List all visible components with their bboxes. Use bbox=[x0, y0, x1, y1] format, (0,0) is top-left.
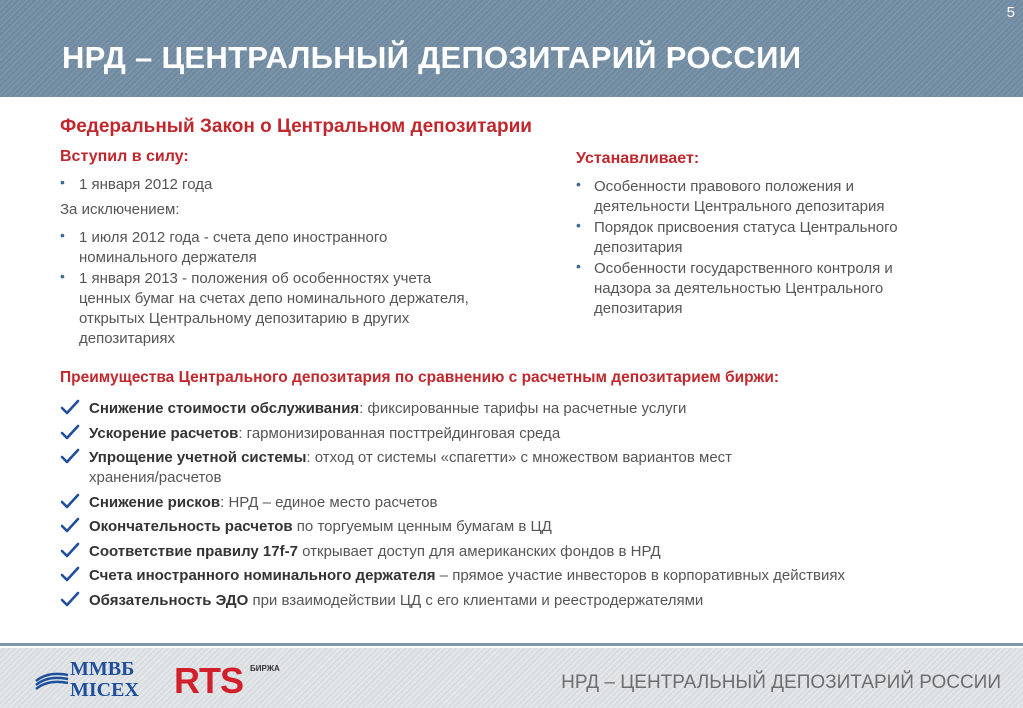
establishes-line: депозитария bbox=[594, 239, 683, 256]
establishes-line: деятельности Центрального депозитария bbox=[594, 198, 885, 215]
footer bbox=[0, 648, 1023, 708]
checkmark-icon bbox=[60, 566, 80, 584]
bullet-icon: • bbox=[60, 227, 65, 243]
advantage-item bbox=[60, 399, 1000, 419]
checkmark-icon bbox=[60, 448, 80, 466]
advantage-item bbox=[60, 517, 1000, 537]
advantage-text: при взаимодействии ЦД с его клиентами и реестродержателями bbox=[248, 591, 704, 609]
checkmark-icon bbox=[60, 591, 80, 609]
advantage-item bbox=[60, 591, 1000, 611]
establishes-heading: Устанавливает: bbox=[576, 150, 700, 167]
establishes-item bbox=[594, 259, 893, 319]
advantage-bold: Счета иностранного номинального держателя bbox=[89, 567, 436, 584]
rts-wordmark: RTS bbox=[174, 660, 243, 701]
micex-wordmark bbox=[70, 659, 139, 701]
advantage-bold: Соответствие правилу 17f-7 bbox=[89, 542, 298, 560]
advantage-text: : отход от системы «спагетти» с множеством вариантов мест bbox=[306, 449, 733, 466]
establishes-line: депозитария bbox=[594, 300, 683, 317]
advantage-text: по торгуемым ценным бумагам в ЦД bbox=[292, 518, 552, 535]
advantage-bold: Окончательность расчетов bbox=[89, 518, 293, 535]
header-banner bbox=[0, 0, 1023, 97]
page-number: 5 bbox=[1006, 4, 1015, 21]
advantage-continuation: хранения/расчетов bbox=[89, 469, 222, 486]
rts-logo bbox=[174, 660, 280, 701]
advantage-bold: Ускорение расчетов bbox=[89, 424, 239, 442]
checkmark-icon bbox=[60, 399, 80, 417]
advantage-bold: Снижение стоимости обслуживания bbox=[89, 400, 360, 417]
micex-line: MICEX bbox=[70, 679, 139, 701]
exception-label: За исключением: bbox=[60, 201, 180, 218]
checkmark-icon bbox=[60, 542, 80, 560]
advantage-text: : гармонизированная посттрейдинговая среда bbox=[238, 424, 561, 442]
footer-divider bbox=[0, 643, 1023, 646]
bullet-icon: • bbox=[576, 258, 581, 274]
establishes-line: надзора за деятельностью Центрального bbox=[594, 280, 884, 297]
footer-title: НРД – ЦЕНТРАЛЬНЫЙ ДЕПОЗИТАРИЙ РОССИИ bbox=[561, 672, 1001, 693]
advantages-title: Преимущества Центрального депозитария по сравнению с расчетным депозитарием биржи: bbox=[60, 369, 780, 386]
advantage-bold: Снижение рисков bbox=[89, 493, 221, 511]
checkmark-icon bbox=[60, 424, 80, 442]
advantage-item bbox=[60, 448, 1000, 488]
checkmark-icon bbox=[60, 493, 80, 511]
establishes-line: Особенности правового положения и bbox=[594, 178, 854, 195]
micex-swoosh-icon bbox=[34, 659, 70, 701]
establishes-line: Особенности государственного контроля и bbox=[594, 260, 893, 277]
advantage-item bbox=[60, 566, 1000, 586]
establishes-item bbox=[594, 218, 898, 258]
advantage-text: : НРД – единое место расчетов bbox=[220, 493, 438, 511]
law-title: Федеральный Закон о Центральном депозитарии bbox=[60, 116, 532, 137]
bullet-icon: • bbox=[60, 268, 65, 284]
establishes-line: Порядок присвоения статуса Центрального bbox=[594, 219, 898, 236]
advantage-item bbox=[60, 493, 1000, 513]
effective-heading: Вступил в силу: bbox=[60, 148, 189, 165]
exception-line: номинального держателя bbox=[79, 249, 257, 266]
advantage-text: : фиксированные тарифы на расчетные услуги bbox=[359, 400, 687, 417]
checkmark-icon bbox=[60, 517, 80, 535]
advantage-bold: Обязательность ЭДО bbox=[89, 591, 249, 609]
establishes-item bbox=[594, 177, 885, 217]
micex-line: ММВБ bbox=[70, 658, 135, 680]
bullet-icon: • bbox=[60, 174, 65, 190]
rts-subtitle: БИРЖА bbox=[250, 664, 280, 673]
exception-item bbox=[79, 228, 387, 268]
bullet-icon: • bbox=[576, 176, 581, 192]
advantage-text: – прямое участие инвесторов в корпоративных действиях bbox=[435, 567, 845, 584]
advantage-item bbox=[60, 542, 1000, 562]
advantage-item bbox=[60, 424, 1000, 444]
effective-date: 1 января 2012 года bbox=[79, 176, 213, 193]
advantage-text: открывает доступ для американских фондов в НРД bbox=[297, 542, 661, 560]
advantage-bold: Упрощение учетной системы bbox=[89, 449, 307, 466]
exception-line: открытых Центральному депозитарию в других bbox=[79, 310, 410, 327]
exception-line: 1 января 2013 - положения об особенностях учета bbox=[79, 270, 432, 287]
page-title: НРД – ЦЕНТРАЛЬНЫЙ ДЕПОЗИТАРИЙ РОССИИ bbox=[62, 40, 802, 75]
exception-item bbox=[79, 269, 469, 349]
exception-line: 1 июля 2012 года - счета депо иностранного bbox=[79, 229, 388, 246]
advantages-list bbox=[60, 399, 1000, 615]
micex-logo bbox=[34, 659, 146, 701]
exception-line: ценных бумаг на счетах депо номинального держателя, bbox=[79, 290, 469, 307]
exception-line: депозитариях bbox=[79, 330, 176, 347]
bullet-icon: • bbox=[576, 217, 581, 233]
